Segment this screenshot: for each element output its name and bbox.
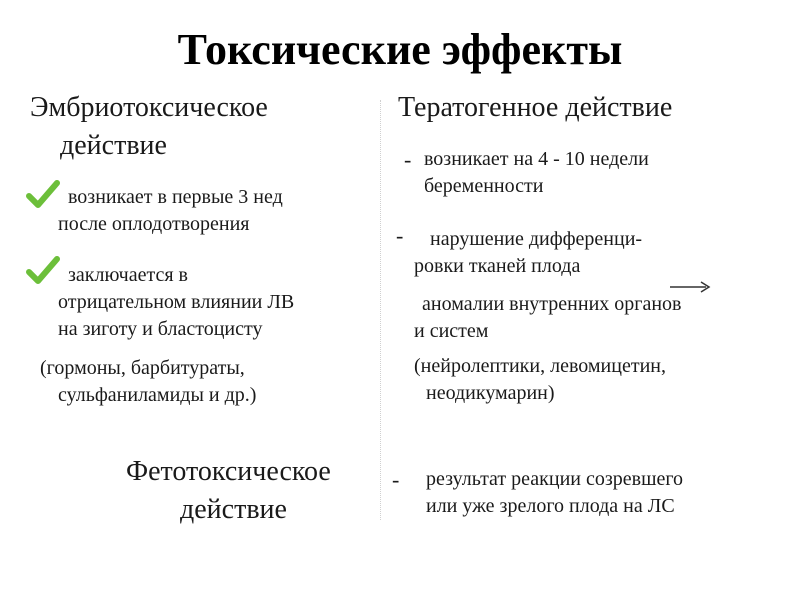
teratogenic-note-line2: неодикумарин)	[426, 382, 555, 404]
teratogenic-item2-line2: ровки тканей плода	[414, 255, 581, 277]
fetotoxic-heading-line2: действие	[180, 494, 287, 525]
teratogenic-item1-line1: возникает на 4 - 10 недели	[424, 148, 649, 170]
embryotoxic-heading-line1: Эмбриотоксическое	[30, 92, 268, 123]
bullet-dash: -	[392, 467, 400, 492]
embryotoxic-item2-line2: отрицательном влиянии ЛВ	[58, 291, 295, 313]
embryotoxic-item2-line3: на зиготу и бластоцисту	[58, 318, 263, 340]
fetotoxic-heading-line1: Фетотоксическое	[126, 456, 331, 487]
embryotoxic-note-line2: сульфаниламиды и др.)	[58, 384, 257, 406]
fetotoxic-desc-line1: результат реакции созревшего	[426, 468, 684, 490]
fetotoxic-desc-line2: или уже зрелого плода на ЛС	[426, 495, 675, 517]
teratogenic-heading: Тератогенное действие	[398, 92, 673, 123]
embryotoxic-note-line1: (гормоны, барбитураты,	[40, 357, 245, 379]
teratogenic-anomaly-line1: аномалии внутренних органов	[422, 293, 682, 315]
checkmark-icon	[26, 178, 60, 212]
teratogenic-item2-line1: нарушение дифференци-	[430, 228, 643, 250]
teratogenic-anomaly-line2: и систем	[414, 320, 489, 342]
embryotoxic-item1-line2: после оплодотворения	[58, 213, 250, 235]
bullet-dash: -	[404, 147, 412, 172]
embryotoxic-item2-line1: заключается в	[68, 264, 188, 286]
embryotoxic-heading-line2: действие	[60, 130, 167, 161]
slide-title: Токсические эффекты	[177, 25, 623, 74]
embryotoxic-item1-line1: возникает в первые 3 нед	[68, 186, 283, 208]
checkmark-icon	[26, 254, 60, 288]
teratogenic-note-line1: (нейролептики, левомицетин,	[414, 355, 666, 377]
column-divider	[380, 100, 381, 520]
teratogenic-item1-line2: беременности	[424, 175, 544, 197]
bullet-dash: -	[396, 223, 404, 248]
